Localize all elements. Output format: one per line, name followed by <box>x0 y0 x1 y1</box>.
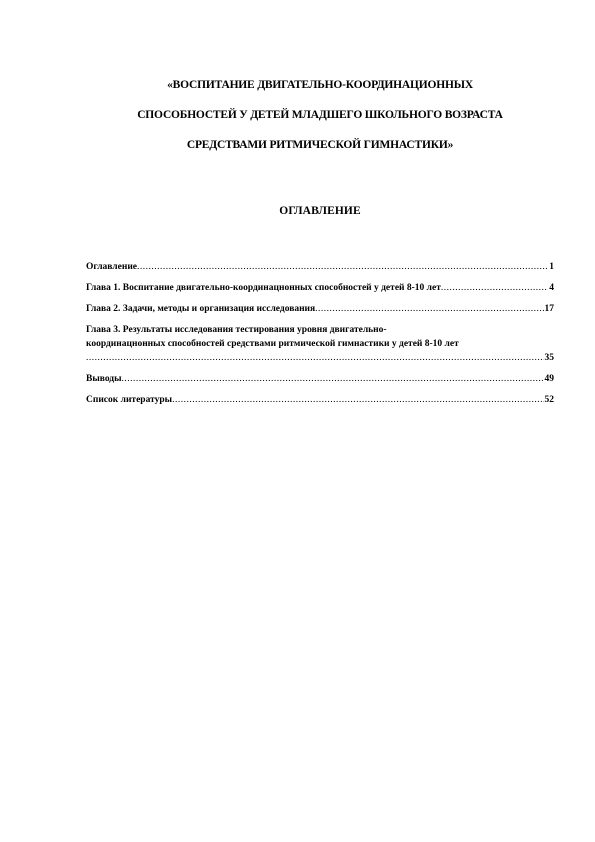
toc-entry-page: 4 <box>549 283 554 293</box>
toc-leader-dots <box>86 351 544 365</box>
toc-entry-label: Глава 1. Воспитание двигательно-координацнонных способностей у детей 8-10 лет <box>86 283 441 293</box>
toc-entry-references <box>86 393 554 407</box>
toc-entry-page: 35 <box>544 353 554 363</box>
table-of-contents <box>86 260 554 414</box>
toc-entry-chapter-3 <box>86 323 554 365</box>
toc-entry-label: Список литературы <box>86 395 173 405</box>
toc-leader-dots <box>172 393 543 407</box>
toc-leader-dots <box>441 281 548 295</box>
toc-entry-contents <box>86 260 554 274</box>
toc-leader-dots <box>122 372 544 386</box>
toc-leader-dots <box>137 260 548 274</box>
toc-entry-chapter-1 <box>86 281 554 295</box>
title-line-1: «ВОСПИТАНИЕ ДВИГАТЕЛЬНО-КООРДИНАЦИОННЫХ <box>167 79 473 91</box>
toc-entry-chapter-2 <box>86 302 554 316</box>
title-line-2: СПОСОБНОСТЕЙ У ДЕТЕЙ МЛАДШЕГО ШКОЛЬНОГО ВОЗРАСТА <box>137 109 503 121</box>
toc-entry-label: Глава 2. Задачи, методы и организация исследования <box>86 304 316 314</box>
toc-entry-label-line-2: координацнонных способностей средствами ритмической гимнастики у детей 8-10 лет <box>86 339 459 349</box>
toc-entry-page: 17 <box>544 304 554 314</box>
title-line-3: СРЕДСТВАМИ РИТМИЧЕСКОЙ ГИМНАСТИКИ» <box>186 139 454 151</box>
toc-leader-dots <box>315 302 543 316</box>
toc-entry-page: 49 <box>544 374 554 384</box>
toc-entry-conclusions <box>86 372 554 386</box>
toc-entry-page: 52 <box>544 395 554 405</box>
toc-entry-label-line-1: Глава 3. Результаты исследования тестирования уровня двигательно- <box>86 325 387 335</box>
toc-entry-page: 1 <box>549 262 554 272</box>
document-title <box>60 70 580 160</box>
toc-entry-label: Оглавление <box>86 262 138 272</box>
toc-entry-page-row <box>86 351 554 365</box>
toc-heading: ОГЛАВЛЕНИЕ <box>279 205 361 217</box>
toc-entry-label: Выводы <box>86 374 122 384</box>
